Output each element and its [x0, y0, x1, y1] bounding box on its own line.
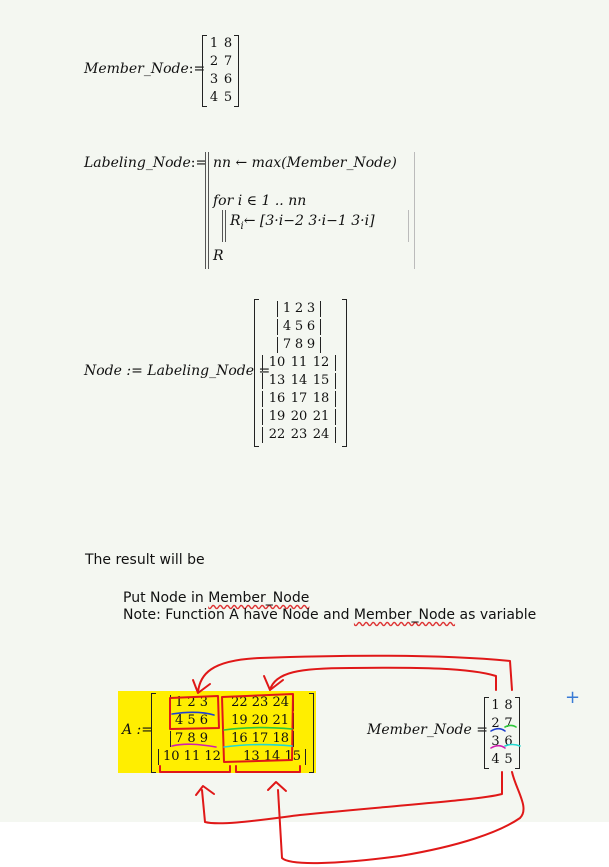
eq4-cell-left: 10 11 12 — [163, 749, 221, 764]
eq4-lhs: A := — [122, 722, 154, 738]
annotation-arrow-top — [198, 656, 512, 692]
eq3-cell: 19 — [268, 409, 286, 424]
annotation-arrow-bottom-outer — [278, 772, 524, 863]
result-text: The result will be — [85, 552, 205, 568]
eq1-matrix: 1 8 2 7 3 6 4 5 — [209, 36, 233, 105]
eq4-cell-right: 16 17 18 — [231, 731, 289, 746]
annotation-mark-pink — [491, 746, 505, 748]
eq5-matrix: 1 8 2 7 3 6 4 5 — [491, 698, 513, 767]
eq3-cell: 17 — [290, 391, 308, 406]
program-line-2: for i ∈ 1 .. nn — [213, 193, 307, 209]
eq3-cell: 18 — [312, 391, 330, 406]
program-line-4: R — [213, 248, 224, 264]
eq3-cell: 11 — [290, 355, 308, 370]
eq3-cell: 24 — [312, 427, 330, 442]
annotation-underline-teal — [224, 745, 292, 747]
annotation-mark-blue — [491, 729, 505, 731]
annotation-underline-pink — [172, 744, 216, 747]
eq4-cell-right: 13 14 15 — [243, 749, 301, 764]
annotation-arrow-bottom-head — [196, 786, 214, 795]
eq4-cell-left: 7 8 9 — [175, 731, 209, 746]
eq5-lhs: Member_Node = — [367, 722, 488, 738]
note-line-2: Note: Function A have Node and Member_Node as variable — [123, 607, 537, 623]
eq3-cell: 20 — [290, 409, 308, 424]
eq3-cell: 12 — [312, 355, 330, 370]
eq3-cell: 4 — [282, 319, 292, 334]
eq3-cell: 16 — [268, 391, 286, 406]
eq3-cell: 10 — [268, 355, 286, 370]
annotation-underline-blue — [172, 712, 214, 715]
eq2-lhs: Labeling_Node:= — [84, 155, 208, 171]
eq3-cell: 3 — [306, 301, 316, 316]
note-line-1: Put Node in Member_Node — [123, 590, 310, 606]
eq3-cell: 5 — [294, 319, 304, 334]
annotation-mark-green — [505, 726, 516, 728]
eq3-cell: 9 — [306, 337, 316, 352]
eq3-cell: 23 — [290, 427, 308, 442]
eq4-cell-right: 22 23 24 — [231, 695, 289, 710]
program-line-1: nn ← max(Member_Node) — [213, 155, 397, 171]
crosshair-cursor-icon: + — [565, 687, 581, 708]
eq3-cell: 13 — [268, 373, 286, 388]
eq3-cell: 21 — [312, 409, 330, 424]
eq3-cell: 8 — [294, 337, 304, 352]
eq3-cell: 14 — [290, 373, 308, 388]
eq3-cell: 7 — [282, 337, 292, 352]
annotation-arrow-top-inner — [270, 668, 496, 690]
annotation-arrow-bottom-outer-head — [268, 782, 286, 791]
annotation-arrow-bottom — [202, 772, 502, 823]
eq3-cell: 6 — [306, 319, 316, 334]
annotation-bracket-bottom-left — [160, 766, 230, 772]
annotation-mark-teal — [505, 745, 520, 747]
eq4-cell-right: 19 20 21 — [231, 713, 289, 728]
eq4-cell-left: 1 2 3 — [175, 695, 209, 710]
program-line-3: $R_i\leftarrow$ [3·i−2 3·i−1 3·i] — [230, 213, 375, 232]
eq3-cell: 15 — [312, 373, 330, 388]
annotation-bracket-bottom — [236, 766, 300, 772]
eq3-cell: 22 — [268, 427, 286, 442]
eq4-cell-left: 4 5 6 — [175, 713, 209, 728]
eq3-cell: 1 — [282, 301, 292, 316]
eq3-lhs: Node := Labeling_Node = — [84, 363, 271, 379]
eq3-cell: 2 — [294, 301, 304, 316]
eq1-lhs: Member_Node:= — [84, 61, 206, 77]
annotation-underline-green — [224, 728, 292, 730]
